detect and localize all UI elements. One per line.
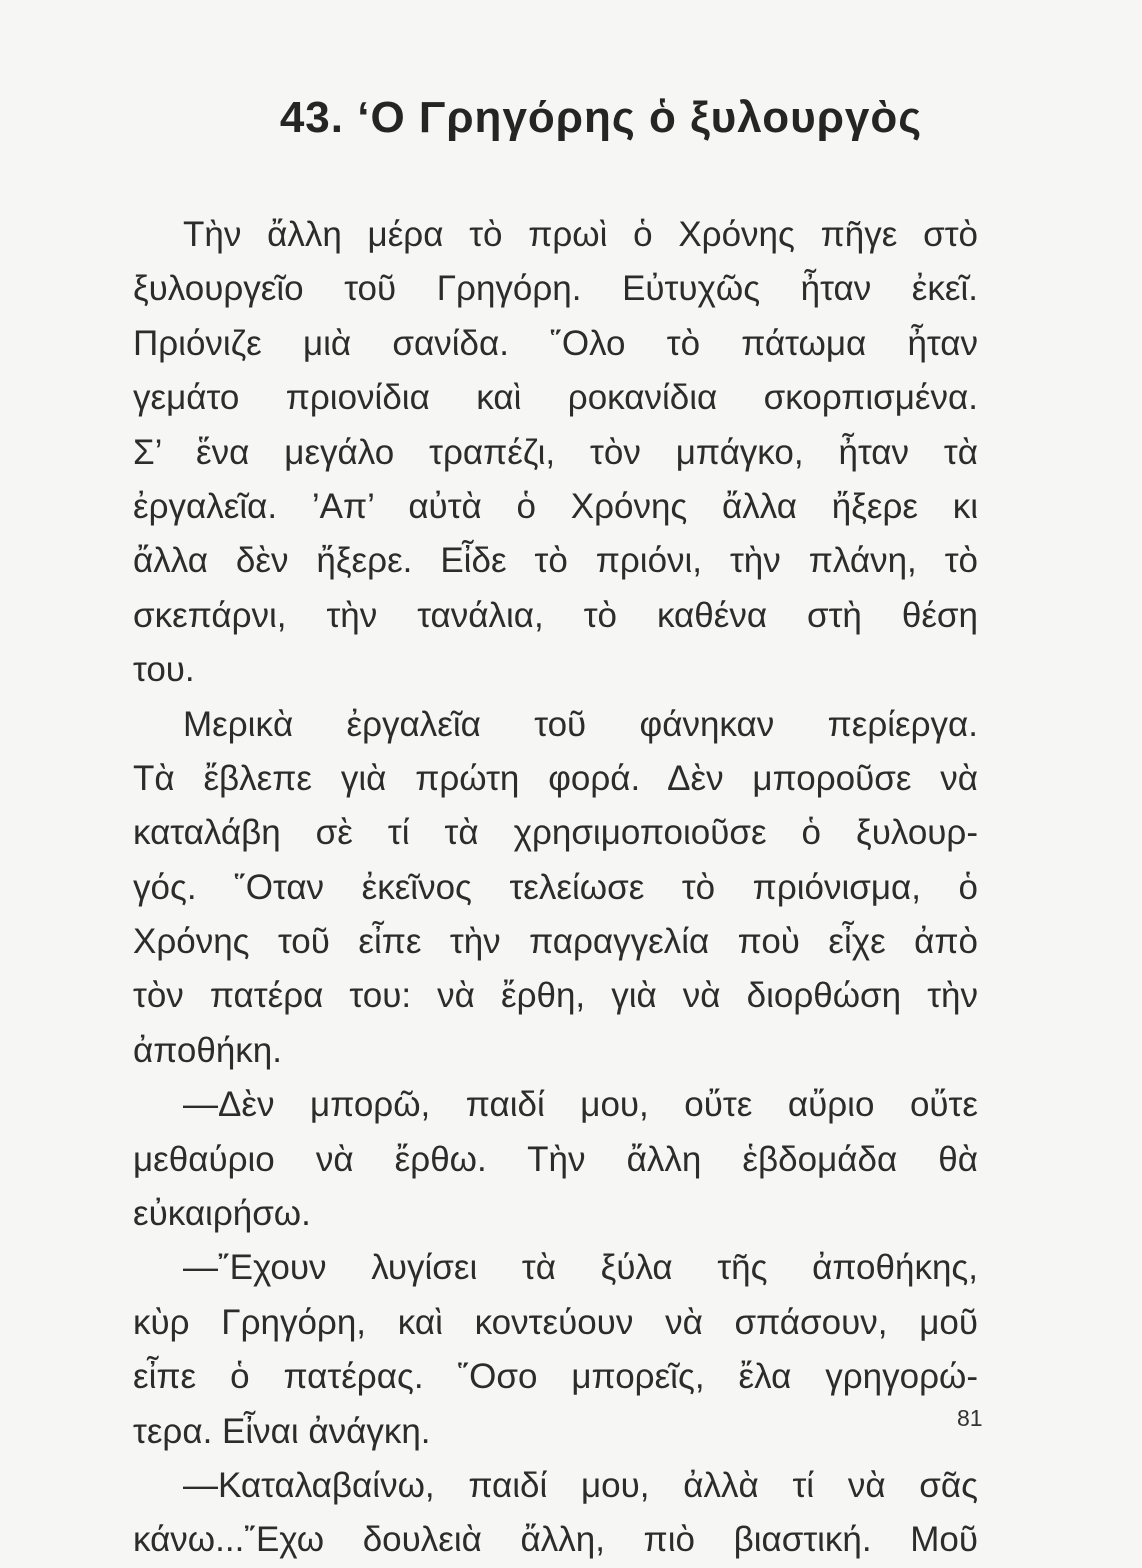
page-number: 81 bbox=[957, 1405, 983, 1431]
text-line: σκεπάρνι, τὴν τανάλια, τὸ καθένα στὴ θέση bbox=[133, 595, 978, 635]
text-line: ξυλουργεῖο τοῦ Γρηγόρη. Εὐτυχῶς ἦταν ἐκεῖ. bbox=[133, 269, 978, 309]
text-line: Τὰ ἔβλεπε γιὰ πρώτη φορά. Δὲν μποροῦσε νὰ bbox=[133, 758, 978, 798]
text-line: —῎Εχουν λυγίσει τὰ ξύλα τῆς ἀποθήκης, bbox=[183, 1248, 978, 1288]
text-line: ἐργαλεῖα. ’Απ’ αὐτὰ ὁ Χρόνης ἄλλα ἤξερε κι bbox=[133, 486, 978, 526]
text-line: γεμάτο πριονίδια καὶ ροκανίδια σκορπισμένα. bbox=[133, 378, 978, 418]
text-line: ἄλλα δὲν ἤξερε. Εἶδε τὸ πριόνι, τὴν πλάνη, τὸ bbox=[133, 541, 978, 581]
text-line: εὐκαιρήσω. bbox=[133, 1194, 311, 1234]
text-line: Μερικὰ ἐργαλεῖα τοῦ φάνηκαν περίεργα. bbox=[183, 704, 978, 744]
text-line: —Καταλαβαίνω, παιδί μου, ἀλλὰ τί νὰ σᾶς bbox=[183, 1465, 978, 1505]
text-line: Σ’ ἕνα μεγάλο τραπέζι, τὸν μπάγκο, ἦταν τὰ bbox=[133, 432, 978, 472]
text-line: γός. ῞Οταν ἐκεῖνος τελείωσε τὸ πριόνισμα, ὁ bbox=[133, 867, 978, 907]
text-line: —Δὲν μπορῶ, παιδί μου, οὔτε αὔριο οὔτε bbox=[183, 1085, 978, 1125]
text-line: του. bbox=[133, 650, 195, 690]
text-line: Χρόνης τοῦ εἶπε τὴν παραγγελία ποὺ εἶχε ἀπὸ bbox=[133, 922, 978, 962]
text-line: εἶπε ὁ πατέρας. ῞Οσο μπορεῖς, ἔλα γρηγορώ- bbox=[133, 1357, 978, 1397]
body-text bbox=[133, 208, 978, 1568]
text-line: τὸν πατέρα του: νὰ ἔρθη, γιὰ νὰ διορθώση τὴν bbox=[133, 976, 978, 1016]
text-line: κὺρ Γρηγόρη, καὶ κοντεύουν νὰ σπάσουν, μοῦ bbox=[133, 1302, 978, 1342]
text-line: τερα. Εἶναι ἀνάγκη. bbox=[133, 1411, 431, 1451]
text-line: καταλάβη σὲ τί τὰ χρησιμοποιοῦσε ὁ ξυλουρ- bbox=[133, 813, 978, 853]
text-line: Τὴν ἄλλη μέρα τὸ πρωὶ ὁ Χρόνης πῆγε στὸ bbox=[183, 215, 978, 254]
text-line: Πριόνιζε μιὰ σανίδα. ῞Ολο τὸ πάτωμα ἦταν bbox=[133, 323, 978, 363]
text-line: κάνω...῎Εχω δουλειὰ ἄλλη, πιὸ βιαστική. Μοῦ bbox=[133, 1520, 978, 1560]
chapter-title: 43. ‘Ο Γρηγόρης ὁ ξυλουργὸς bbox=[279, 93, 923, 142]
text-line: ἀποθήκη. bbox=[133, 1030, 282, 1070]
text-line: μεθαύριο νὰ ἔρθω. Τὴν ἄλλη ἑβδομάδα θὰ bbox=[133, 1139, 978, 1179]
